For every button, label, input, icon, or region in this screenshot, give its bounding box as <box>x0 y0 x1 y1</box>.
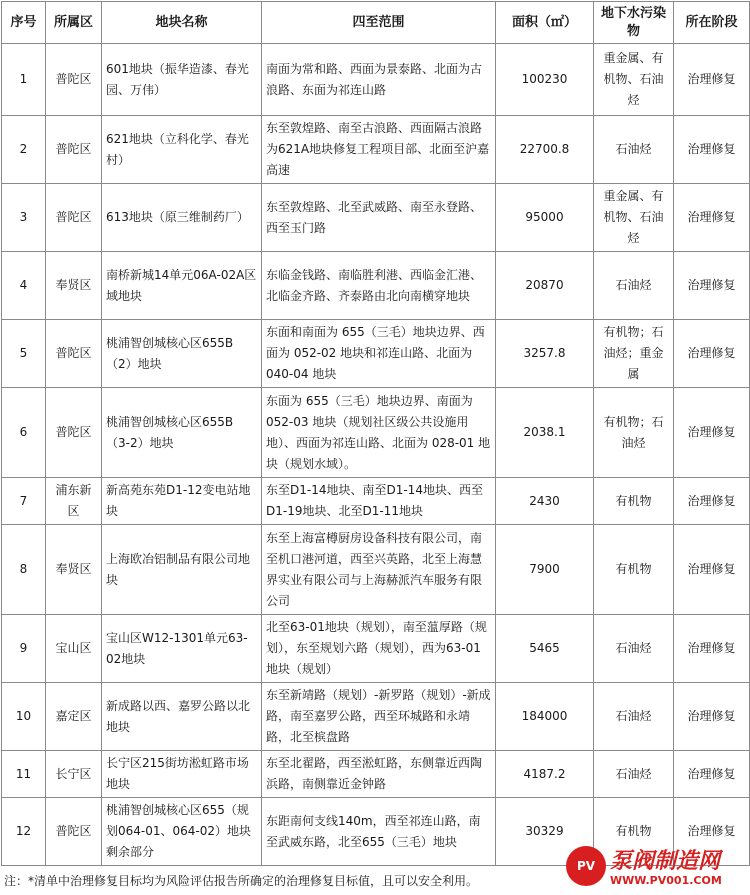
table-row <box>2 525 750 615</box>
cell-no: 5 <box>2 320 46 388</box>
cell-name: 601地块（振华造漆、春光园、万伟） <box>102 44 262 116</box>
cell-area: 2430 <box>496 478 594 525</box>
cell-bounds: 东临金钱路、南临胜利港、西临金汇港、北临金齐路、齐泰路由北向南横穿地块 <box>262 252 496 320</box>
header-no: 序号 <box>2 2 46 44</box>
cell-district: 普陀区 <box>46 116 102 184</box>
cell-no: 3 <box>2 184 46 252</box>
cell-stage: 治理修复 <box>674 320 750 388</box>
cell-stage: 治理修复 <box>674 116 750 184</box>
table-row <box>2 252 750 320</box>
cell-no: 10 <box>2 683 46 751</box>
cell-name: 桃浦智创城核心区655（规划064-01、064-02）地块剩余部分 <box>102 798 262 866</box>
cell-no: 11 <box>2 751 46 798</box>
table-row <box>2 388 750 478</box>
cell-bounds: 东至北翟路，西至淞虹路，东侧靠近西陶浜路，南侧靠近金钟路 <box>262 751 496 798</box>
cell-district: 奉贤区 <box>46 525 102 615</box>
cell-stage: 治理修复 <box>674 184 750 252</box>
cell-district: 普陀区 <box>46 320 102 388</box>
cell-pollutant: 石油烃 <box>594 683 674 751</box>
table-row <box>2 615 750 683</box>
cell-area: 2038.1 <box>496 388 594 478</box>
cell-area: 3257.8 <box>496 320 594 388</box>
cell-no: 9 <box>2 615 46 683</box>
cell-bounds: 东至D1-14地块、南至D1-14地块、西至D1-19地块、北至D1-11地块 <box>262 478 496 525</box>
cell-name: 新高苑东苑D1-12变电站地块 <box>102 478 262 525</box>
cell-pollutant: 重金属、有机物、石油烃 <box>594 184 674 252</box>
cell-bounds: 东距南何支线140m，西至祁连山路，南至武威东路，北至655（三毛）地块 <box>262 798 496 866</box>
cell-stage: 治理修复 <box>674 615 750 683</box>
table-row <box>2 478 750 525</box>
cell-no: 8 <box>2 525 46 615</box>
cell-district: 普陀区 <box>46 44 102 116</box>
cell-pollutant: 有机物 <box>594 478 674 525</box>
cell-stage: 治理修复 <box>674 252 750 320</box>
table-row <box>2 320 750 388</box>
cell-stage: 治理修复 <box>674 44 750 116</box>
header-stage: 所在阶段 <box>674 2 750 44</box>
cell-name: 新成路以西、嘉罗公路以北地块 <box>102 683 262 751</box>
cell-bounds: 东至敦煌路、北至武威路、南至永登路、西至玉门路 <box>262 184 496 252</box>
cell-district: 嘉定区 <box>46 683 102 751</box>
cell-area: 4187.2 <box>496 751 594 798</box>
watermark-logo <box>566 844 746 892</box>
cell-no: 1 <box>2 44 46 116</box>
logo-url: WWW.PV001.COM <box>610 874 722 887</box>
cell-district: 浦东新区 <box>46 478 102 525</box>
remediation-table <box>1 1 750 866</box>
cell-name: 宝山区W12-1301单元63-02地块 <box>102 615 262 683</box>
cell-area: 95000 <box>496 184 594 252</box>
cell-no: 6 <box>2 388 46 478</box>
cell-pollutant: 石油烃 <box>594 252 674 320</box>
cell-stage: 治理修复 <box>674 388 750 478</box>
cell-bounds: 东面为 655（三毛）地块边界、南面为 052-03 地块（规划社区级公共设施用地）、西面为祁连山路、北面为 028-01 地块（规划水域）。 <box>262 388 496 478</box>
cell-area: 30329 <box>496 798 594 866</box>
table-row <box>2 44 750 116</box>
cell-area: 20870 <box>496 252 594 320</box>
table-row <box>2 116 750 184</box>
header-row <box>2 2 750 44</box>
footnote: 注：*清单中治理修复目标均为风险评估报告所确定的治理修复目标值，且可以安全利用。 <box>4 874 479 888</box>
logo-badge: PV <box>566 846 606 886</box>
cell-bounds: 东至敦煌路、南至古浪路、西面隔古浪路为621A地块修复工程项目部、北面至沪嘉高速 <box>262 116 496 184</box>
cell-name: 桃浦智创城核心区655B（3-2）地块 <box>102 388 262 478</box>
cell-pollutant: 石油烃 <box>594 615 674 683</box>
cell-name: 上海欧冶铝制品有限公司地块 <box>102 525 262 615</box>
table-row <box>2 683 750 751</box>
cell-no: 2 <box>2 116 46 184</box>
header-pollutant: 地下水污染物 <box>594 2 674 44</box>
cell-pollutant: 石油烃 <box>594 116 674 184</box>
cell-pollutant: 重金属、有机物、石油烃 <box>594 44 674 116</box>
cell-pollutant: 石油烃 <box>594 751 674 798</box>
cell-district: 普陀区 <box>46 184 102 252</box>
cell-bounds: 东至新靖路（规划）-新罗路（规划）-新成路，南至嘉罗公路，西至环城路和永靖路，北至槟盘路 <box>262 683 496 751</box>
cell-area: 7900 <box>496 525 594 615</box>
cell-name: 南桥新城14单元06A-02A区域地块 <box>102 252 262 320</box>
cell-pollutant: 有机物；石油烃；重金属 <box>594 320 674 388</box>
cell-district: 普陀区 <box>46 798 102 866</box>
cell-area: 5465 <box>496 615 594 683</box>
cell-area: 100230 <box>496 44 594 116</box>
cell-district: 宝山区 <box>46 615 102 683</box>
table-row <box>2 184 750 252</box>
cell-district: 长宁区 <box>46 751 102 798</box>
cell-area: 22700.8 <box>496 116 594 184</box>
header-district: 所属区 <box>46 2 102 44</box>
cell-pollutant: 有机物 <box>594 798 674 866</box>
cell-district: 奉贤区 <box>46 252 102 320</box>
cell-stage: 治理修复 <box>674 751 750 798</box>
cell-name: 613地块（原三维制药厂） <box>102 184 262 252</box>
cell-district: 普陀区 <box>46 388 102 478</box>
header-name: 地块名称 <box>102 2 262 44</box>
header-bounds: 四至范围 <box>262 2 496 44</box>
cell-name: 长宁区215街坊淞虹路市场地块 <box>102 751 262 798</box>
cell-name: 桃浦智创城核心区655B（2）地块 <box>102 320 262 388</box>
cell-stage: 治理修复 <box>674 525 750 615</box>
cell-name: 621地块（立科化学、春光村） <box>102 116 262 184</box>
header-area: 面积（㎡） <box>496 2 594 44</box>
cell-pollutant: 有机物；石油烃 <box>594 388 674 478</box>
cell-bounds: 东至上海富樽厨房设备科技有限公司，南至机口港河道，西至兴英路，北至上海慧界实业有限公司与上海赫派汽车服务有限公司 <box>262 525 496 615</box>
cell-no: 7 <box>2 478 46 525</box>
cell-stage: 治理修复 <box>674 798 750 866</box>
cell-pollutant: 有机物 <box>594 525 674 615</box>
cell-stage: 治理修复 <box>674 683 750 751</box>
table-row <box>2 751 750 798</box>
logo-text: 泵阀制造网 <box>610 849 721 874</box>
cell-stage: 治理修复 <box>674 478 750 525</box>
cell-bounds: 北至63-01地块（规划），南至蕰厚路（规划），东至规划六路（规划），西为63-01地块（规划） <box>262 615 496 683</box>
cell-no: 12 <box>2 798 46 866</box>
cell-no: 4 <box>2 252 46 320</box>
cell-bounds: 南面为常和路、西面为景泰路、北面为古浪路、东面为祁连山路 <box>262 44 496 116</box>
cell-area: 184000 <box>496 683 594 751</box>
cell-bounds: 东面和南面为 655（三毛）地块边界、西面为 052-02 地块和祁连山路、北面为 040-04 地块 <box>262 320 496 388</box>
